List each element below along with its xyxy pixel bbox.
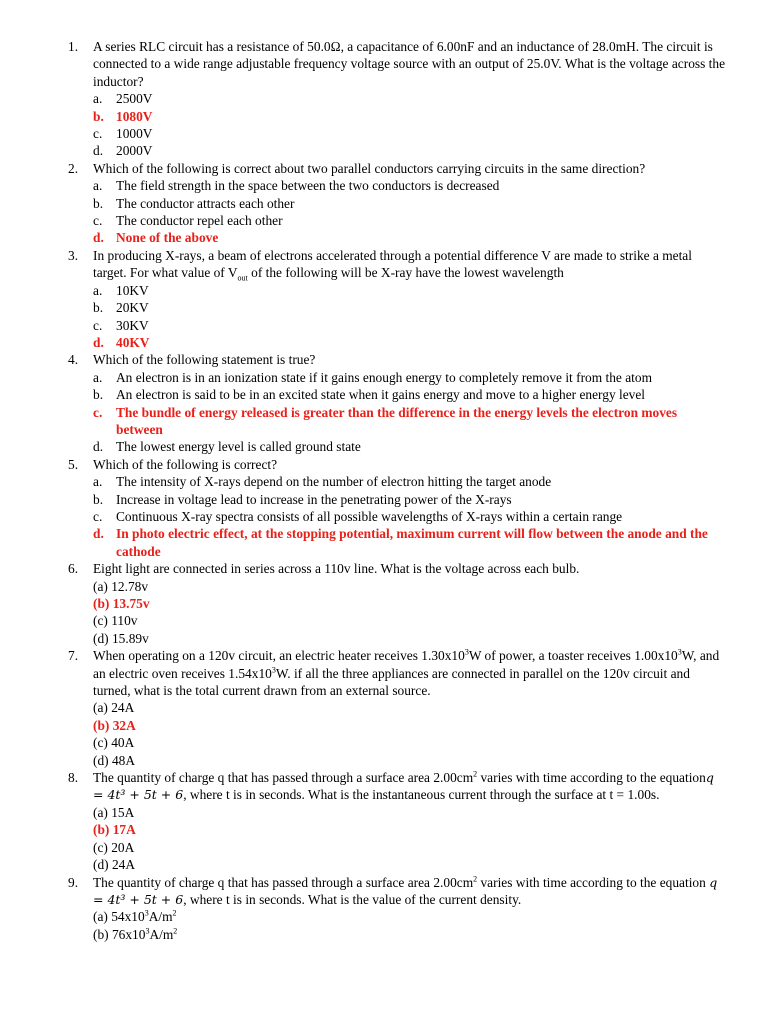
option-letter: d. [93,439,104,455]
question-text-cont: , where t is in seconds. What is the instantaneous current through the surface at t = 1.00s. [183,787,660,803]
option-text: 40KV [116,334,150,350]
question-text-cont: varies with time according to the equation [477,874,710,890]
option [0,142,768,159]
option [0,317,768,334]
option-letter: d. [93,230,104,246]
question-8 [0,769,768,804]
option [0,90,768,107]
question-text-cont: , where t is in seconds. What is the value of the current density. [183,891,522,907]
superscript: 2 [473,769,478,779]
question-text: When operating on a 120v circuit, an electric heater receives 1.30x10 [93,648,465,664]
option-text: 2500V [116,91,153,107]
option [0,125,768,142]
option [0,177,768,194]
option [0,282,768,299]
equation: q = 4t³ + 5t + 6 [93,770,714,803]
question-text: Which of the following is correct about two parallel conductors carrying circuits in the same direction? [93,160,646,176]
option-text: (a) 54x10 [93,909,145,925]
superscript: 3 [677,647,682,657]
option [0,438,768,455]
superscript: 3 [145,926,150,936]
option-letter: b. [93,387,104,403]
option-letter: c. [93,126,103,142]
option-text: An electron is in an ionization state if it gains enough energy to completely remove it from the atom [116,369,652,385]
option-letter: b. [93,491,104,507]
answer-option [0,108,768,125]
option: (a) 15A [93,804,135,820]
answer-option: (b) 13.75v [93,596,150,611]
option-letter: c. [93,317,103,333]
option-text: 30KV [116,317,149,333]
option-text: The field strength in the space between the two conductors is decreased [116,178,500,194]
question-9 [0,874,768,909]
option-letter: c. [93,213,103,229]
answer-option: (b) 32A [93,717,136,733]
answer-option [0,334,768,351]
option: (c) 110v [93,613,138,629]
option [0,926,768,943]
option-letter: d. [93,526,104,542]
question-number: 2. [68,160,79,176]
superscript: 2 [172,908,177,918]
question-text-cont: W. if all the three appliances are connected in parallel on the 120v circuit and turned, what is the total current drawn from an external source. [93,665,690,699]
option [0,369,768,386]
option-text: 1080V [116,108,153,124]
option-letter: c. [93,508,103,524]
question-text-cont: W of power, a toaster receives 1.00x10 [468,648,678,664]
option-letter: a. [93,282,103,298]
equation: q = 4t³ + 5t + 6 [93,874,718,907]
option-text: An electron is said to be in an excited state when it gains energy and move to a higher energy level [116,387,646,403]
option-letter: a. [93,474,103,490]
subscript: out [237,273,248,283]
document-page [0,38,768,943]
question-text-cont: W, and an electric oven receives 1.54x10 [93,648,720,681]
option-text: The conductor repel each other [116,213,283,229]
option-text: In photo electric effect, at the stopping potential, maximum current will flow between the anode and the cathode [116,526,708,559]
question-text: Eight light are connected in series across a 110v line. What is the voltage across each bulb. [93,561,580,577]
option-text: The intensity of X-rays depend on the number of electron hitting the target anode [116,474,552,490]
question-text-cont: varies with time according to the equation [477,770,706,786]
option [0,212,768,229]
question-number: 1. [68,39,79,54]
superscript: 3 [144,908,149,918]
superscript: 2 [173,926,178,936]
option: (d) 24A [93,857,136,873]
option: (a) 24A [93,700,135,716]
option-letter: b. [93,108,104,124]
option: (c) 40A [93,735,135,751]
answer-option [0,404,768,439]
option-text: The lowest energy level is called ground state [116,439,361,455]
option-letter: a. [93,178,103,194]
option: (d) 48A [93,752,136,768]
question-text: The quantity of charge q that has passed through a surface area 2.00cm [93,770,474,786]
question-text: The quantity of charge q that has passed through a surface area 2.00cm [93,874,474,890]
question-text: Which of the following statement is true? [93,352,316,368]
option-letter: a. [93,91,103,107]
option: (c) 20A [93,839,135,855]
question-4 [0,351,768,368]
option [0,195,768,212]
question-1 [0,38,768,90]
question-text: Which of the following is correct? [93,456,278,472]
option-letter: c. [93,404,103,420]
option [0,299,768,316]
question-5 [0,456,768,473]
question-number: 8. [68,770,79,786]
question-number: 5. [68,456,79,472]
option-unit: A/m [149,926,174,942]
option-letter: b. [93,195,104,211]
question-text: A series RLC circuit has a resistance of 50.0Ω, a capacitance of 6.00nF and an inductance of 28.0mH. The circuit is connected to a wide range adjustable frequency voltage source with an output of 25.0V. What is the voltage across the inductor? [93,39,726,89]
question-7 [0,647,768,699]
option: (d) 15.89v [93,630,149,646]
answer-option [0,525,768,560]
question-number: 4. [68,352,79,368]
question-text: In producing X-rays, a beam of electrons accelerated through a potential difference V are made to strike a metal target. For what value of V [93,247,692,281]
question-3 [0,247,768,282]
option-text: Continuous X-ray spectra consists of all possible wavelengths of X-rays within a certain range [116,508,623,524]
question-number: 9. [68,874,79,890]
answer-option: (b) 17A [93,822,136,838]
question-number: 3. [68,247,79,263]
option-text: 10KV [116,282,149,298]
option-text: (b) 76x10 [93,926,146,942]
option-text: 2000V [116,143,153,159]
option [0,386,768,403]
question-2 [0,160,768,177]
option-letter: d. [93,334,104,350]
superscript: 3 [464,647,469,657]
option-text: None of the above [116,230,219,246]
option-text: Increase in voltage lead to increase in the penetrating power of the X-rays [116,491,512,507]
question-number: 6. [68,561,79,577]
option-unit: A/m [148,909,173,925]
superscript: 2 [473,874,478,884]
option-text: The bundle of energy released is greater than the difference in the energy levels the electron moves between [116,404,678,437]
question-6 [0,560,768,577]
option [0,491,768,508]
answer-option [0,229,768,246]
question-text-cont: of the following will be X-ray have the lowest wavelength [247,265,564,281]
option-letter: b. [93,300,104,316]
question-number: 7. [68,648,79,664]
superscript: 3 [271,665,276,675]
option [0,473,768,490]
option-text: 1000V [116,126,153,142]
option-letter: d. [93,143,104,159]
option-text: The conductor attracts each other [116,195,295,211]
option [0,908,768,925]
option-letter: a. [93,369,103,385]
option [0,508,768,525]
option: (a) 12.78v [93,578,149,594]
option-text: 20KV [116,300,149,316]
